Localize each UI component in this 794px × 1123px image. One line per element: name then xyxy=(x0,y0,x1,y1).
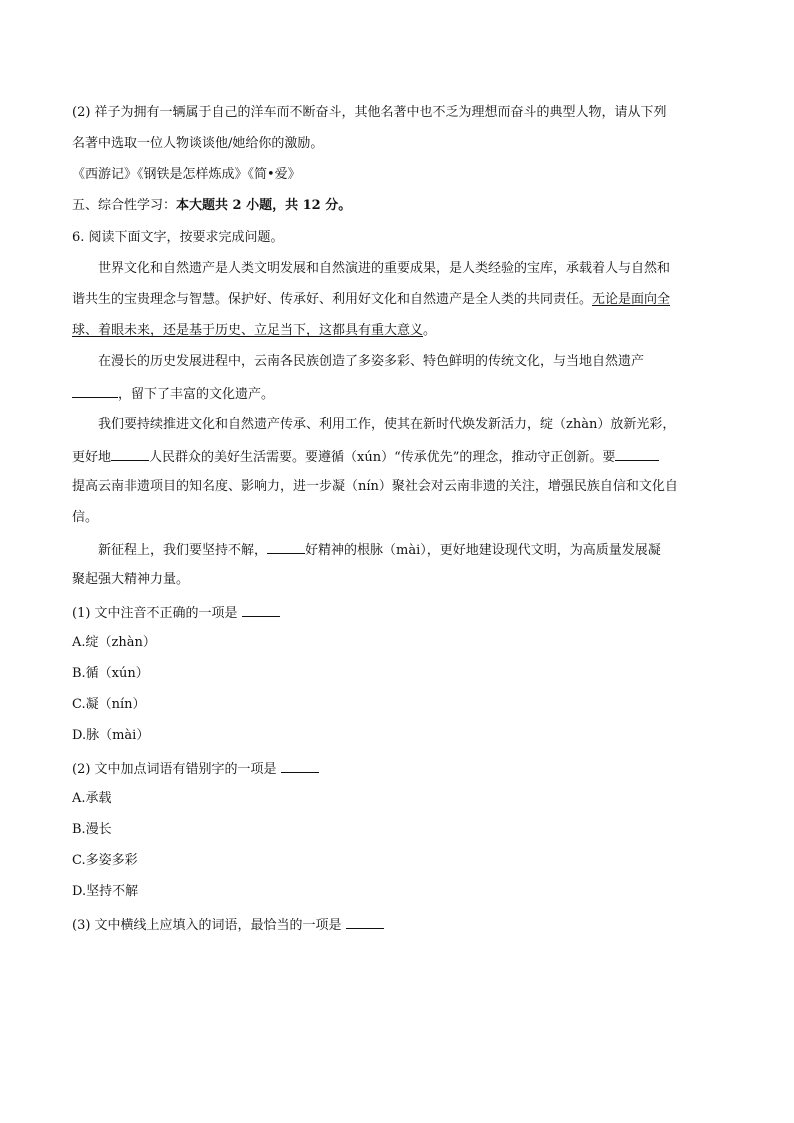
q6-sub2 xyxy=(72,759,319,779)
q6-p1-line3 xyxy=(72,322,436,340)
answer-blank-sub2[interactable] xyxy=(281,759,319,773)
q6-p1-line1: 世界文化和自然遗产是人类文明发展和自然演进的重要成果，是人类经验的宝库，承载着人与自然和 xyxy=(98,261,671,276)
answer-blank-sub1[interactable] xyxy=(242,603,280,617)
q6-p2-line1: 在漫长的历史发展进程中，云南各民族创造了多姿多彩、特色鲜明的传统文化，与当地自然遗产 xyxy=(98,354,645,369)
q6-sub2-text: (2) 文中加点词语有错别字的一项是 xyxy=(72,762,277,777)
q5-sub2-line2: 名著中选取一位人物谈谈他/她给你的激励。 xyxy=(72,136,324,151)
q6-p3-line4: 信。 xyxy=(72,510,99,525)
q6-sub2-option-d: D.坚持不解 xyxy=(72,884,139,899)
q6-sub2-option-a: A.承载 xyxy=(72,791,112,806)
q6-sub2-option-c: C.多姿多彩 xyxy=(72,853,138,868)
q6-p4-line1-start: 新征程上，我们要坚持不解， xyxy=(98,543,268,558)
q6-p4-line1 xyxy=(98,540,661,560)
q5-book-list: 《西游记》《钢铁是怎样炼成》《简•爱》 xyxy=(72,167,301,182)
q6-p4-line1-rest: 好精神的根脉（mài），更好地建设现代文明，为高质量发展凝 xyxy=(305,543,661,558)
q6-sub1-option-b: B.循（xún） xyxy=(72,666,149,681)
q6-sub1-text: (1) 文中注音不正确的一项是 xyxy=(72,606,238,621)
section-heading xyxy=(72,197,351,215)
answer-blank-sub3[interactable] xyxy=(346,915,384,929)
q6-p1-line2 xyxy=(72,291,670,309)
q6-p1-line2-text: 谐共生的宝贵理念与智慧。保护好、传承好、利用好文化和自然遗产是全人类的共同责任。 xyxy=(72,292,593,307)
q6-sub1-option-a: A.绽（zhàn） xyxy=(72,635,156,650)
fill-blank-4[interactable] xyxy=(267,540,305,554)
q6-sub3-text: (3) 文中横线上应填入的词语，最恰当的一项是 xyxy=(72,918,342,933)
q6-sub1 xyxy=(72,603,280,623)
q6-stem: 6. 阅读下面文字，按要求完成问题。 xyxy=(72,230,284,245)
q6-sub1-option-d: D.脉（mài） xyxy=(72,728,150,743)
section-title: 五、综合性学习： xyxy=(72,198,177,213)
q5-sub2-line1: (2) 祥子为拥有一辆属于自己的洋车而不断奋斗，其他名著中也不乏为理想而奋斗的典型人物，请从下列 xyxy=(72,105,667,120)
q6-p3-line2-start: 更好地 xyxy=(72,450,112,465)
q6-sub3 xyxy=(72,915,384,935)
q6-p1-underlined-start: 无论是面向全 xyxy=(592,292,671,307)
q6-sub1-option-c: C.凝（nín） xyxy=(72,697,146,712)
fill-blank-3[interactable] xyxy=(615,447,659,461)
q6-p1-line3-end: 。 xyxy=(423,323,437,338)
q6-p3-line2 xyxy=(72,447,659,467)
q6-sub2-option-b: B.漫长 xyxy=(72,822,112,837)
q6-p3-line2-rest: 人民群众的美好生活需要。要遵循（xún）“传承优先”的理念，推动守正创新。要 xyxy=(149,450,616,465)
q6-p2-line2 xyxy=(72,384,274,404)
q6-p3-line1: 我们要持续推进文化和自然遗产传承、利用工作，使其在新时代焕发新活力，绽（zhàn）放新光彩， xyxy=(98,417,676,432)
q6-p4-line2: 聚起强大精神力量。 xyxy=(72,572,190,587)
fill-blank-1[interactable] xyxy=(72,384,118,398)
fill-blank-2[interactable] xyxy=(111,447,149,461)
section-desc: 本大题共 2 小题，共 12 分。 xyxy=(176,198,352,213)
q6-p1-underlined-end: 球、着眼未来，还是基于历史、立足当下，这都具有重大意义 xyxy=(72,323,424,338)
q6-p3-line3: 提高云南非遗项目的知名度、影响力，进一步凝（nín）聚社会对云南非遗的关注，增强民族自信和文化自 xyxy=(72,479,678,494)
q6-p2-line2-text: ，留下了丰富的文化遗产。 xyxy=(118,387,275,402)
